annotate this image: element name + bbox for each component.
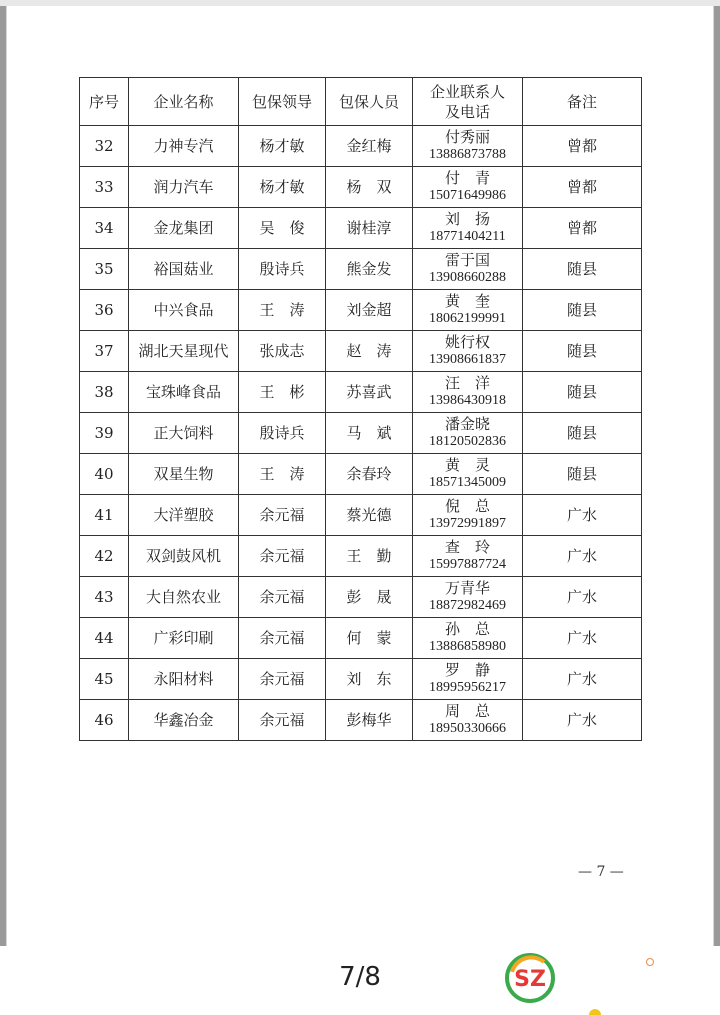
cell-seq: 40 (80, 454, 129, 495)
cell-contact (413, 536, 523, 577)
page-number-footer: — 7 — (578, 864, 624, 880)
contact-phone: 18950330666 (429, 721, 506, 736)
cell-seq: 34 (80, 208, 129, 249)
cell-contact (413, 659, 523, 700)
cell-remark: 广水 (523, 659, 642, 700)
contact-name: 刘 扬 (444, 210, 490, 228)
cell-company: 裕国菇业 (129, 249, 239, 290)
cell-remark: 随县 (523, 413, 642, 454)
cell-company: 正大饲料 (129, 413, 239, 454)
cell-seq: 41 (80, 495, 129, 536)
cell-company: 广彩印刷 (129, 618, 239, 659)
cell-contact (413, 167, 523, 208)
table-row (80, 659, 642, 700)
cell-leader: 余元福 (239, 659, 326, 700)
cell-contact (413, 495, 523, 536)
cell-contact (413, 208, 523, 249)
contact-phone: 13908660288 (429, 270, 506, 285)
contact-phone: 18995956217 (429, 680, 506, 695)
header-seq: 序号 (80, 78, 129, 126)
cell-company: 华鑫冶金 (129, 700, 239, 741)
table-row (80, 208, 642, 249)
table-row (80, 331, 642, 372)
cell-seq: 36 (80, 290, 129, 331)
cell-remark: 随县 (523, 454, 642, 495)
cell-seq: 32 (80, 126, 129, 167)
viewer-right-edge (714, 6, 720, 946)
cell-staff: 彭 晟 (326, 577, 413, 618)
cell-staff: 彭梅华 (326, 700, 413, 741)
cell-seq: 44 (80, 618, 129, 659)
page-indicator: 7/8 (339, 962, 381, 992)
header-contact-line1: 企业联系人 (429, 82, 505, 101)
contact-name: 周 总 (444, 702, 490, 720)
contact-name: 付 青 (444, 169, 490, 187)
cell-staff: 何 蒙 (326, 618, 413, 659)
cell-leader: 杨才敏 (239, 167, 326, 208)
contact-phone: 18872982469 (429, 598, 506, 613)
cell-leader: 殷诗兵 (239, 249, 326, 290)
contact-name: 汪 洋 (444, 374, 490, 392)
cell-contact (413, 577, 523, 618)
header-remark: 备注 (523, 78, 642, 126)
cell-seq: 39 (80, 413, 129, 454)
cell-seq: 37 (80, 331, 129, 372)
cell-leader: 余元福 (239, 495, 326, 536)
table-row (80, 536, 642, 577)
cell-leader: 殷诗兵 (239, 413, 326, 454)
table-header-row (80, 78, 642, 126)
table-row (80, 372, 642, 413)
cell-company: 双星生物 (129, 454, 239, 495)
contact-name: 孙 总 (444, 620, 490, 638)
table-row (80, 249, 642, 290)
cell-remark: 曾都 (523, 126, 642, 167)
contact-phone: 15997887724 (429, 557, 506, 572)
table-row (80, 290, 642, 331)
cell-company: 中兴食品 (129, 290, 239, 331)
app-logo-icon[interactable] (504, 952, 556, 1004)
cell-staff: 金红梅 (326, 126, 413, 167)
contact-phone: 13908661837 (429, 352, 506, 367)
cell-leader: 余元福 (239, 577, 326, 618)
cell-staff: 马 斌 (326, 413, 413, 454)
cell-remark: 随县 (523, 372, 642, 413)
table-row (80, 495, 642, 536)
cell-leader: 余元福 (239, 700, 326, 741)
cell-staff: 杨 双 (326, 167, 413, 208)
cell-leader: 张成志 (239, 331, 326, 372)
cell-leader: 余元福 (239, 618, 326, 659)
cell-seq: 45 (80, 659, 129, 700)
cell-leader: 吴 俊 (239, 208, 326, 249)
header-leader: 包保领导 (239, 78, 326, 126)
contact-name: 黄 灵 (444, 456, 490, 474)
contact-phone: 13886873788 (429, 147, 506, 162)
cell-staff: 刘 东 (326, 659, 413, 700)
cell-staff: 赵 涛 (326, 331, 413, 372)
cell-company: 大洋塑胶 (129, 495, 239, 536)
cell-seq: 33 (80, 167, 129, 208)
cell-leader: 王 彬 (239, 372, 326, 413)
cell-contact (413, 331, 523, 372)
contact-phone: 13986430918 (429, 393, 506, 408)
logo-text: SZ (514, 967, 546, 992)
table-body (80, 126, 642, 741)
cell-contact (413, 618, 523, 659)
table-row (80, 618, 642, 659)
cell-company: 大自然农业 (129, 577, 239, 618)
cell-contact (413, 372, 523, 413)
cell-staff: 余春玲 (326, 454, 413, 495)
cell-remark: 广水 (523, 577, 642, 618)
table-row (80, 454, 642, 495)
cell-contact (413, 290, 523, 331)
contact-phone: 18771404211 (429, 229, 506, 244)
cell-company: 力神专汽 (129, 126, 239, 167)
cell-staff: 熊金发 (326, 249, 413, 290)
cell-staff: 蔡光德 (326, 495, 413, 536)
cell-remark: 曾都 (523, 167, 642, 208)
cell-contact (413, 126, 523, 167)
header-contact (413, 78, 523, 126)
contact-phone: 13886858980 (429, 639, 506, 654)
cell-leader: 王 涛 (239, 290, 326, 331)
contact-phone: 15071649986 (429, 188, 506, 203)
header-staff: 包保人员 (326, 78, 413, 126)
cell-remark: 随县 (523, 249, 642, 290)
contact-name: 姚行权 (444, 333, 490, 351)
contact-phone: 13972991897 (429, 516, 506, 531)
cell-leader: 余元福 (239, 536, 326, 577)
decorative-yellow-icon (589, 1009, 601, 1015)
table-row (80, 577, 642, 618)
cell-leader: 杨才敏 (239, 126, 326, 167)
contact-phone: 18571345009 (429, 475, 506, 490)
cell-company: 宝珠峰食品 (129, 372, 239, 413)
cell-contact (413, 249, 523, 290)
cell-staff: 刘金超 (326, 290, 413, 331)
table-row (80, 413, 642, 454)
cell-remark: 广水 (523, 700, 642, 741)
cell-company: 永阳材料 (129, 659, 239, 700)
cell-company: 润力汽车 (129, 167, 239, 208)
cell-seq: 38 (80, 372, 129, 413)
cell-company: 双剑鼓风机 (129, 536, 239, 577)
cell-remark: 广水 (523, 495, 642, 536)
cell-remark: 曾都 (523, 208, 642, 249)
contact-name: 万青华 (444, 579, 490, 597)
contact-name: 罗 静 (444, 661, 490, 679)
decorative-dot-icon (646, 958, 654, 966)
cell-remark: 随县 (523, 290, 642, 331)
cell-contact (413, 700, 523, 741)
cell-contact (413, 413, 523, 454)
contact-name: 潘金晓 (444, 415, 490, 433)
cell-staff: 谢桂淳 (326, 208, 413, 249)
cell-leader: 王 涛 (239, 454, 326, 495)
cell-remark: 随县 (523, 331, 642, 372)
contact-name: 雷于国 (444, 251, 490, 269)
enterprise-table (79, 77, 642, 741)
contact-phone: 18062199991 (429, 311, 506, 326)
cell-company: 湖北天星现代 (129, 331, 239, 372)
cell-remark: 广水 (523, 618, 642, 659)
cell-seq: 42 (80, 536, 129, 577)
contact-name: 倪 总 (444, 497, 490, 515)
cell-seq: 43 (80, 577, 129, 618)
cell-company: 金龙集团 (129, 208, 239, 249)
header-company: 企业名称 (129, 78, 239, 126)
table-row (80, 167, 642, 208)
table-row (80, 126, 642, 167)
contact-name: 黄 奎 (444, 292, 490, 310)
header-contact-line2: 及电话 (444, 102, 490, 121)
cell-staff: 王 勤 (326, 536, 413, 577)
contact-phone: 18120502836 (429, 434, 506, 449)
cell-seq: 35 (80, 249, 129, 290)
cell-staff: 苏喜武 (326, 372, 413, 413)
cell-seq: 46 (80, 700, 129, 741)
table-row (80, 700, 642, 741)
cell-contact (413, 454, 523, 495)
cell-remark: 广水 (523, 536, 642, 577)
contact-name: 查 玲 (444, 538, 490, 556)
contact-name: 付秀丽 (444, 128, 490, 146)
